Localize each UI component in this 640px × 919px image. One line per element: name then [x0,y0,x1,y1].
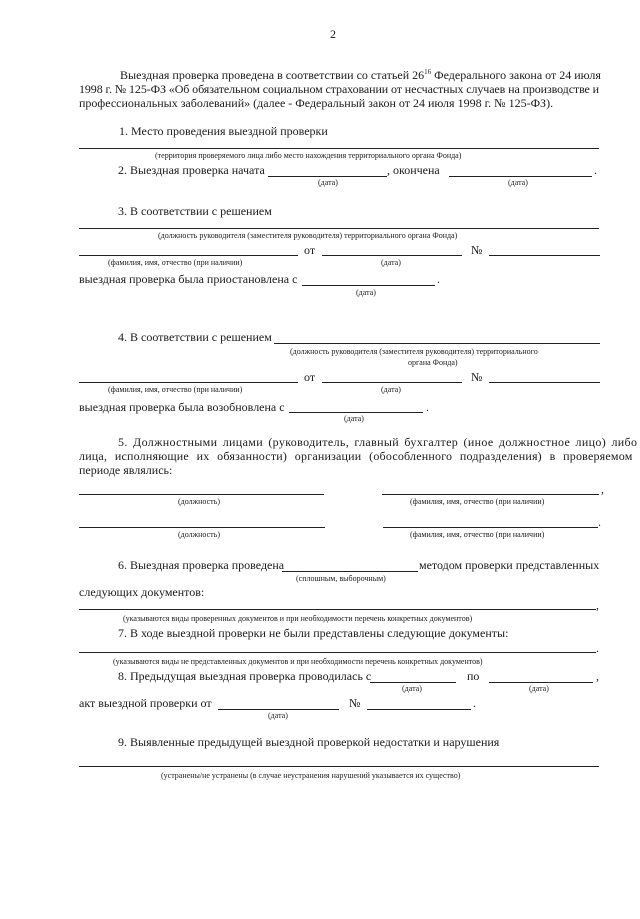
section-4-title: 4. В соответствии с решением [118,330,272,344]
section-4-number-line[interactable] [489,382,600,383]
section-6-method: методом проверки представленных [419,558,600,572]
intro-line-2: 1998 г. № 125-ФЗ «Об обязательном социальном страховании от несчастных случаев на производстве и [79,82,600,96]
section-2-title: 2. Выездная проверка начата [118,163,265,177]
section-8-comma: , [596,669,599,683]
section-4-position-line[interactable] [274,343,600,344]
section-8-to: по [467,669,480,683]
previous-end-date-hint: (дата) [529,684,549,693]
end-date-line[interactable] [449,176,592,177]
section-3-suspended: выездная проверка была приостановлена с [79,272,298,286]
section-8-act: акт выездной проверки от [79,696,212,710]
section-6-title: 6. Выездная проверка проведена [118,558,285,572]
section-1-hint: (территория проверяемого лица либо место нахождения территориального органа Фонда) [155,151,462,160]
section-4-date-line[interactable] [322,382,462,383]
missing-documents-hint: (указываются виды не представленных документов и при необходимости перечень конкретных документов) [113,657,483,666]
section-3-name-line[interactable] [79,255,298,256]
previous-start-date-line[interactable] [370,682,456,683]
act-number-line[interactable] [367,709,471,710]
suspend-date-line[interactable] [302,285,435,286]
section-1-title: 1. Место проведения выездной проверки [119,124,328,138]
section-4-resumed: выездная проверка была возобновлена с [79,400,285,414]
section-4-no: № [471,370,483,384]
section-5-line-2: лица, исполняющие их обязанности) организации (обособленного подразделения) в проверяемом [79,449,633,463]
section-3-no: № [471,243,483,257]
section-4-name-hint: (фамилия, имя, отчество (при наличии) [108,385,243,394]
section-8-dot: . [473,696,476,710]
intro-line-1-pre: Выездная проверка проведена в соответствии со статьей 26 [120,68,425,82]
section-3-dot: . [437,272,440,286]
section-3-number-line[interactable] [489,255,600,256]
section-5-dot: . [598,515,601,529]
section-1-line[interactable] [79,148,599,149]
method-hint: (сплошным, выборочным) [296,574,386,583]
official-b-position-line[interactable] [79,527,325,528]
start-date-line[interactable] [268,176,387,177]
section-7-title: 7. В ходе выездной проверки не были представлены следующие документы: [118,626,509,640]
suspend-date-hint: (дата) [356,288,376,297]
intro-line-1-post: Федерального закона от 24 июля [431,68,601,82]
section-8-title: 8. Предыдущая выездная проверка проводилась с [118,669,372,683]
act-date-line[interactable] [218,709,339,710]
section-4-date-hint: (дата) [381,385,401,394]
checked-documents-hint: (указываются виды проверенных документов и при необходимости перечень конкретных документов) [123,614,473,623]
violations-hint: (устранены/не устранены (в случае неустранения нарушений указывается их существо) [161,771,461,780]
official-a-name-line[interactable] [382,494,599,495]
method-line[interactable] [282,571,418,572]
section-4-position-hint-2: органа Фонда) [408,358,458,367]
section-6-line-2: следующих документов: [79,585,205,599]
section-5-line-3: периоде являлись: [79,463,173,477]
section-4-position-hint-1: (должность руководителя (заместителя руководителя) территориального [290,347,538,356]
official-b-name-line[interactable] [383,527,598,528]
official-a-position-line[interactable] [79,494,324,495]
intro-line-1-sup: 16 [424,68,432,76]
official-b-position-hint: (должность) [178,530,220,539]
section-8-no: № [349,696,361,710]
section-6-comma: , [596,598,599,612]
act-date-hint: (дата) [268,711,288,720]
section-9-title: 9. Выявленные предыдущей выездной проверкой недостатки и нарушения [118,735,500,749]
intro-line-3: профессиональных заболеваний» (далее - Федеральный закон от 24 июля 1998 г. № 125-ФЗ). [79,96,554,110]
section-5-line-1: 5. Должностными лицами (руководитель, главный бухгалтер (иное должностное лицо) либо [118,435,638,449]
official-a-position-hint: (должность) [178,497,220,506]
end-date-hint: (дата) [508,178,528,187]
previous-start-date-hint: (дата) [402,684,422,693]
section-4-name-line[interactable] [79,382,298,383]
section-3-date-hint: (дата) [381,258,401,267]
section-2-dot: . [594,163,597,177]
section-3-position-line[interactable] [79,228,599,229]
start-date-hint: (дата) [318,178,338,187]
section-3-title: 3. В соответствии с решением [118,204,272,218]
checked-documents-line[interactable] [79,609,596,610]
section-5-comma: , [601,482,604,496]
section-3-name-hint: (фамилия, имя, отчество (при наличии) [108,258,243,267]
section-3-position-hint: (должность руководителя (заместителя руководителя) территориального органа Фонда) [158,231,458,240]
intro-line-1 [120,68,601,82]
page-number: 2 [330,27,336,41]
violations-line[interactable] [79,766,599,767]
section-7-dot: . [596,641,599,655]
section-2-ended: , окончена [387,163,440,177]
official-a-name-hint: (фамилия, имя, отчество (при наличии) [410,497,545,506]
resume-date-hint: (дата) [344,414,364,423]
section-3-date-line[interactable] [322,255,462,256]
official-b-name-hint: (фамилия, имя, отчество (при наличии) [410,530,545,539]
missing-documents-line[interactable] [79,652,596,653]
section-3-from: от [304,243,316,257]
section-4-from: от [304,370,316,384]
resume-date-line[interactable] [289,412,423,413]
previous-end-date-line[interactable] [489,682,593,683]
section-4-dot: . [426,400,429,414]
